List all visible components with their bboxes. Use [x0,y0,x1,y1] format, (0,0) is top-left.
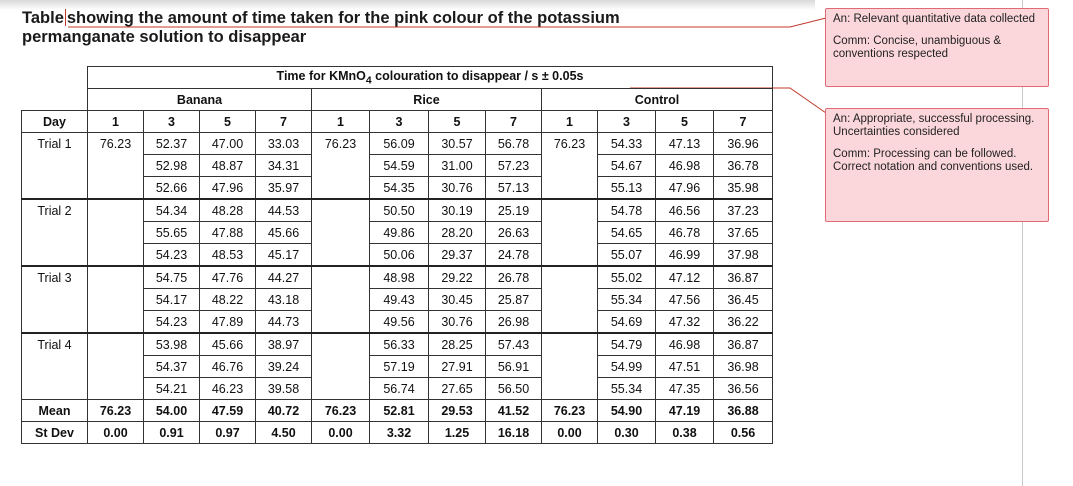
value-cell: 47.88 [200,222,256,244]
value-cell: 54.79 [598,333,656,356]
value-cell: 47.32 [656,311,714,334]
value-cell: 54.78 [598,199,656,222]
group-header-banana: Banana [88,89,312,111]
comment-box-2[interactable] [825,108,1049,222]
value-cell: 46.76 [200,356,256,378]
value-cell: 28.20 [429,222,486,244]
value-cell: 0.56 [714,422,773,444]
value-cell: 47.13 [656,133,714,155]
value-cell: 47.51 [656,356,714,378]
comment-1-communication: Comm: Concise, unambiguous & conventions respected [833,35,1002,60]
value-cell: 55.13 [598,177,656,200]
table-row [22,133,773,155]
value-cell: 49.43 [370,289,429,311]
row-label-cell [22,177,88,200]
value-cell: 54.69 [598,311,656,334]
day-header-cell: 3 [144,111,200,133]
value-cell [542,177,598,200]
value-cell: 54.75 [144,266,200,289]
row-label-cell: Trial 2 [22,199,88,222]
value-cell: 56.74 [370,378,429,400]
value-cell: 48.22 [200,289,256,311]
value-cell: 29.37 [429,244,486,267]
value-cell: 45.66 [256,222,312,244]
value-cell: 39.58 [256,378,312,400]
value-cell [88,378,144,400]
table-row [22,222,773,244]
value-cell: 37.65 [714,222,773,244]
value-cell: 25.87 [486,289,542,311]
value-cell: 46.56 [656,199,714,222]
corner-blank-2 [22,89,88,111]
value-cell: 47.56 [656,289,714,311]
table-row [22,356,773,378]
value-cell: 54.23 [144,311,200,334]
value-cell: 40.72 [256,400,312,422]
value-cell: 54.21 [144,378,200,400]
value-cell: 55.02 [598,266,656,289]
value-cell [542,155,598,177]
value-cell [312,289,370,311]
value-cell: 36.87 [714,333,773,356]
value-cell: 47.00 [200,133,256,155]
value-cell: 30.19 [429,199,486,222]
day-header-cell: 1 [88,111,144,133]
table-row [22,155,773,177]
value-cell: 35.98 [714,177,773,200]
value-cell: 43.18 [256,289,312,311]
table-row [22,333,773,356]
row-label-cell [22,356,88,378]
row-label-cell [22,289,88,311]
row-label-cell: St Dev [22,422,88,444]
value-cell: 39.24 [256,356,312,378]
value-cell: 36.22 [714,311,773,334]
caption-line-2: permanganate solution to disappear [22,28,307,46]
value-cell [312,378,370,400]
value-cell [88,177,144,200]
row-label-cell: Trial 4 [22,333,88,356]
value-cell: 30.57 [429,133,486,155]
comment-2-communication: Comm: Processing can be followed. Correct notation and conventions used. [833,148,1034,173]
day-header-cell: 3 [598,111,656,133]
value-cell: 46.78 [656,222,714,244]
value-cell: 27.65 [429,378,486,400]
table-row [22,289,773,311]
value-cell: 55.07 [598,244,656,267]
table-row [22,422,773,444]
row-label-cell [22,311,88,334]
row-label-cell: Trial 3 [22,266,88,289]
day-header-cell: 7 [714,111,773,133]
caption-text: showing the amount of time taken for the pink colour of the potassium [66,9,620,27]
comment-2-analysis: An: Appropriate, successful processing. Uncertainties considered [833,113,1035,138]
day-header-cell: 1 [312,111,370,133]
comment-box-1[interactable] [825,8,1049,87]
day-header-cell: 7 [486,111,542,133]
value-cell: 3.32 [370,422,429,444]
value-cell [542,356,598,378]
value-cell: 57.43 [486,333,542,356]
value-cell: 54.00 [144,400,200,422]
value-cell: 33.03 [256,133,312,155]
value-cell: 54.23 [144,244,200,267]
value-cell: 47.19 [656,400,714,422]
value-cell: 52.37 [144,133,200,155]
value-cell: 41.52 [486,400,542,422]
value-cell: 54.35 [370,177,429,200]
value-cell [542,333,598,356]
value-cell: 30.76 [429,177,486,200]
value-cell: 76.23 [312,400,370,422]
value-cell: 56.78 [486,133,542,155]
value-cell: 44.27 [256,266,312,289]
value-cell: 47.96 [200,177,256,200]
value-cell: 26.78 [486,266,542,289]
value-cell: 50.50 [370,199,429,222]
value-cell: 54.37 [144,356,200,378]
value-cell: 47.12 [656,266,714,289]
value-cell [312,199,370,222]
value-cell: 26.63 [486,222,542,244]
row-label-cell [22,244,88,267]
value-cell: 46.23 [200,378,256,400]
value-cell: 0.38 [656,422,714,444]
row-label-cell [22,378,88,400]
table-row [22,177,773,200]
value-cell [312,177,370,200]
day-header-cell: 1 [542,111,598,133]
day-label: Day [22,111,88,133]
value-cell [542,266,598,289]
comment-1-analysis: An: Relevant quantitative data collected [833,13,1036,25]
value-cell: 36.56 [714,378,773,400]
value-cell: 45.17 [256,244,312,267]
value-cell [312,311,370,334]
value-cell: 52.98 [144,155,200,177]
day-header-cell: 5 [656,111,714,133]
value-cell: 31.00 [429,155,486,177]
value-cell [88,356,144,378]
value-cell: 56.91 [486,356,542,378]
value-cell: 36.98 [714,356,773,378]
value-cell: 30.45 [429,289,486,311]
value-cell: 47.59 [200,400,256,422]
value-cell [542,222,598,244]
value-cell [312,356,370,378]
value-cell: 37.23 [714,199,773,222]
value-cell: 55.34 [598,378,656,400]
value-cell: 56.50 [486,378,542,400]
value-cell [312,222,370,244]
value-cell: 1.25 [429,422,486,444]
value-cell: 44.73 [256,311,312,334]
value-cell: 26.98 [486,311,542,334]
value-cell [88,289,144,311]
value-cell: 48.28 [200,199,256,222]
value-cell: 54.59 [370,155,429,177]
day-header-cell: 7 [256,111,312,133]
value-cell: 0.91 [144,422,200,444]
value-cell: 76.23 [542,400,598,422]
value-cell: 57.19 [370,356,429,378]
value-cell: 52.81 [370,400,429,422]
value-cell: 37.98 [714,244,773,267]
value-cell: 54.90 [598,400,656,422]
value-cell: 28.25 [429,333,486,356]
value-cell: 52.66 [144,177,200,200]
value-cell: 54.65 [598,222,656,244]
value-cell: 50.06 [370,244,429,267]
value-cell: 4.50 [256,422,312,444]
table-row [22,244,773,267]
value-cell: 30.76 [429,311,486,334]
value-cell [88,244,144,267]
value-cell [312,333,370,356]
value-cell: 76.23 [542,133,598,155]
table-row [22,378,773,400]
value-cell [542,378,598,400]
value-cell: 0.30 [598,422,656,444]
value-cell: 27.91 [429,356,486,378]
caption-word-table: Table [22,9,64,27]
value-cell: 36.96 [714,133,773,155]
value-cell: 38.97 [256,333,312,356]
value-cell [312,244,370,267]
value-cell: 47.35 [656,378,714,400]
value-cell: 44.53 [256,199,312,222]
value-cell: 47.76 [200,266,256,289]
day-header-cell: 5 [200,111,256,133]
value-cell [542,289,598,311]
value-cell: 47.89 [200,311,256,334]
value-cell: 53.98 [144,333,200,356]
value-cell: 54.67 [598,155,656,177]
table-row [22,400,773,422]
value-cell: 54.99 [598,356,656,378]
value-cell [542,244,598,267]
table-row [22,266,773,289]
row-label-cell: Trial 1 [22,133,88,155]
day-header-cell: 3 [370,111,429,133]
value-cell: 54.33 [598,133,656,155]
value-cell: 54.17 [144,289,200,311]
results-table [21,66,773,444]
day-header-row [22,111,773,133]
row-label-cell [22,222,88,244]
value-cell: 56.33 [370,333,429,356]
value-cell: 0.00 [542,422,598,444]
corner-blank [22,67,88,89]
value-cell [88,311,144,334]
value-cell: 55.65 [144,222,200,244]
time-header: Time for KMnO$_4$ colouration to disappear / s ± 0.05s [88,67,773,89]
value-cell [312,266,370,289]
value-cell: 0.00 [88,422,144,444]
value-cell: 48.87 [200,155,256,177]
value-cell: 36.87 [714,266,773,289]
value-cell: 45.66 [200,333,256,356]
value-cell: 35.97 [256,177,312,200]
value-cell: 49.56 [370,311,429,334]
value-cell: 57.23 [486,155,542,177]
value-cell: 76.23 [88,133,144,155]
value-cell: 55.34 [598,289,656,311]
value-cell [542,199,598,222]
value-cell: 36.88 [714,400,773,422]
value-cell: 34.31 [256,155,312,177]
value-cell: 56.09 [370,133,429,155]
value-cell: 46.98 [656,333,714,356]
value-cell: 76.23 [312,133,370,155]
value-cell: 48.98 [370,266,429,289]
value-cell: 57.13 [486,177,542,200]
value-cell: 76.23 [88,400,144,422]
row-label-cell: Mean [22,400,88,422]
value-cell: 46.99 [656,244,714,267]
value-cell: 46.98 [656,155,714,177]
row-label-cell [22,155,88,177]
group-header-control: Control [542,89,773,111]
value-cell: 49.86 [370,222,429,244]
value-cell: 0.97 [200,422,256,444]
value-cell [312,155,370,177]
day-header-cell: 5 [429,111,486,133]
value-cell: 25.19 [486,199,542,222]
value-cell: 0.00 [312,422,370,444]
value-cell [88,333,144,356]
table-row [22,311,773,334]
value-cell: 29.53 [429,400,486,422]
group-header-rice: Rice [312,89,542,111]
table-body [22,133,773,444]
value-cell: 29.22 [429,266,486,289]
value-cell: 16.18 [486,422,542,444]
value-cell [542,311,598,334]
value-cell: 54.34 [144,199,200,222]
value-cell [88,199,144,222]
value-cell: 36.78 [714,155,773,177]
value-cell [88,222,144,244]
value-cell: 24.78 [486,244,542,267]
table-row [22,199,773,222]
value-cell [88,266,144,289]
value-cell: 36.45 [714,289,773,311]
leader-line-1 [68,18,826,27]
value-cell: 47.96 [656,177,714,200]
value-cell: 48.53 [200,244,256,267]
value-cell [88,155,144,177]
